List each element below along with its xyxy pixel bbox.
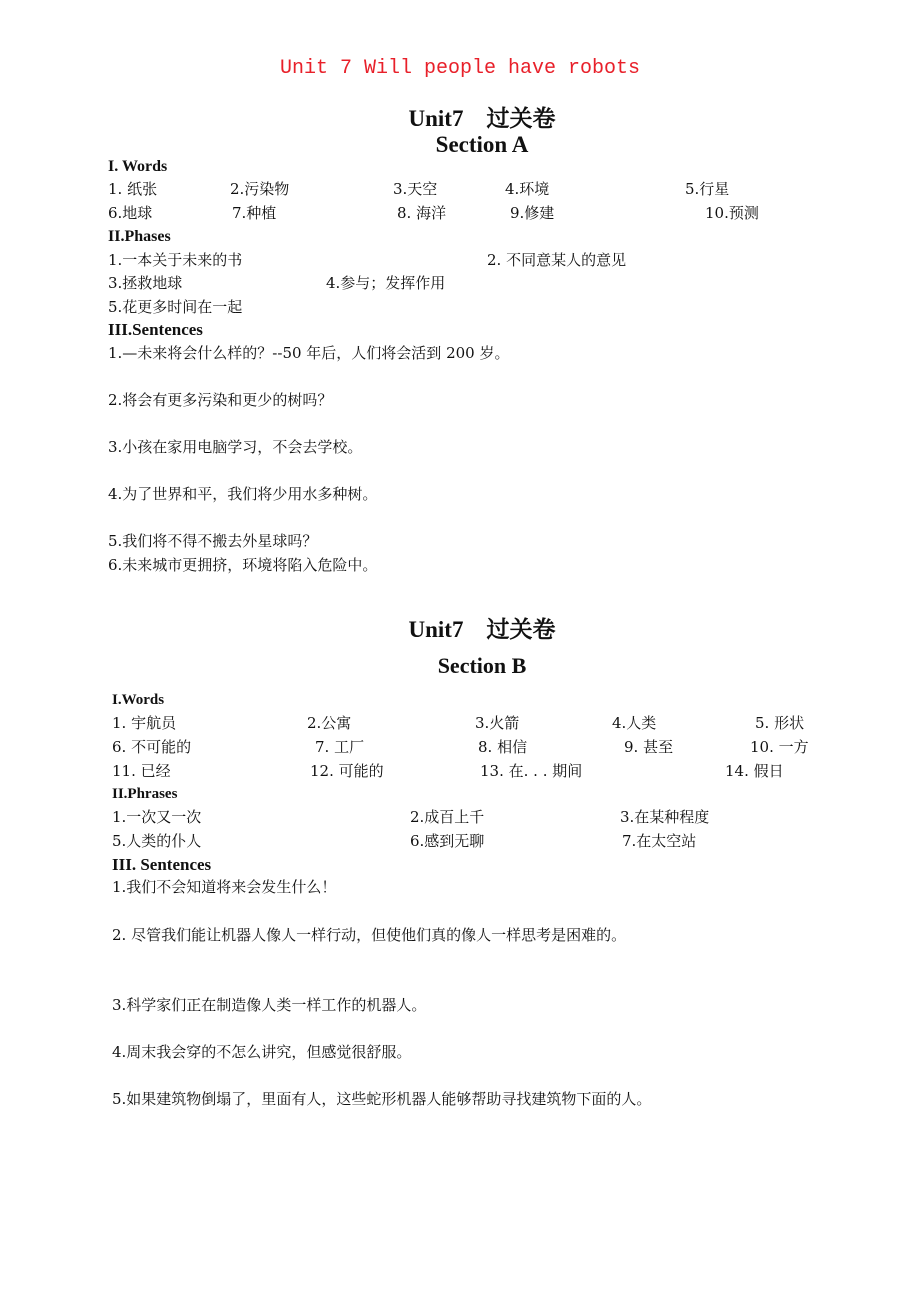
- sentence-item: 2.将会有更多污染和更少的树吗？: [108, 391, 333, 409]
- words-label: I. Words: [108, 158, 168, 175]
- sentences-label: III. Sentences: [112, 855, 212, 874]
- phrase-item: 4.参与；发挥作用: [326, 274, 446, 292]
- phrase-item: 3.在某种程度: [620, 808, 710, 826]
- word-item: 1. 纸张: [108, 180, 158, 198]
- sentence-item: 1.我们不会知道将来会发生什么！: [112, 878, 337, 896]
- word-item: 5. 形状: [755, 714, 805, 732]
- sentence-item: 1.—未来将会什么样的？--50 年后，人们将会活到 200 岁。: [108, 344, 510, 362]
- section-b-heading: Unit7 过关卷: [408, 617, 556, 642]
- word-item: 14. 假日: [725, 762, 784, 780]
- sentence-item: 2. 尽管我们能让机器人像人一样行动，但使他们真的像人一样思考是困难的。: [112, 926, 627, 944]
- phrase-item: 2.成百上千: [410, 808, 485, 826]
- word-item: 9.修建: [510, 204, 555, 222]
- word-item: 4.人类: [612, 714, 657, 732]
- phrases-label: II.Phrases: [112, 786, 178, 802]
- sentence-item: 3.小孩在家用电脑学习，不会去学校。: [108, 438, 363, 456]
- sentence-item: 5.如果建筑物倒塌了，里面有人，这些蛇形机器人能够帮助寻找建筑物下面的人。: [112, 1090, 652, 1108]
- word-item: 9. 甚至: [624, 738, 674, 756]
- sentence-item: 4.周末我会穿的不怎么讲究，但感觉很舒服。: [112, 1043, 412, 1061]
- word-item: 11. 已经: [112, 762, 171, 780]
- section-b-subheading: Section B: [437, 653, 527, 678]
- word-item: 8. 海洋: [397, 204, 447, 222]
- sentence-item: 3.科学家们正在制造像人类一样工作的机器人。: [112, 996, 427, 1014]
- sentence-item: 4.为了世界和平，我们将少用水多种树。: [108, 485, 378, 503]
- word-item: 13. 在. . . 期间: [480, 762, 583, 780]
- phrase-item: 1.一本关于未来的书: [108, 251, 243, 269]
- phrases-label: II.Phases: [108, 228, 171, 245]
- word-item: 3.天空: [393, 180, 438, 198]
- word-item: 2.公寓: [307, 714, 352, 732]
- word-item: 4.环境: [505, 180, 550, 198]
- word-item: 1. 宇航员: [112, 714, 177, 732]
- phrase-item: 2. 不同意某人的意见: [487, 251, 627, 269]
- sentence-item: 5.我们将不得不搬去外星球吗？: [108, 532, 318, 550]
- word-item: 2.污染物: [230, 180, 290, 198]
- word-item: 10.预测: [705, 204, 759, 222]
- word-item: 7.种植: [232, 204, 277, 222]
- word-item: 8. 相信: [478, 738, 528, 756]
- phrase-item: 5.人类的仆人: [112, 832, 202, 850]
- phrase-item: 5.花更多时间在一起: [108, 298, 243, 316]
- words-label: I.Words: [112, 692, 165, 708]
- section-a-subheading: Section A: [435, 132, 529, 157]
- word-item: 5.行星: [685, 180, 730, 198]
- word-item: 12. 可能的: [310, 762, 384, 780]
- sentence-item: 6.未来城市更拥挤，环境将陷入危险中。: [108, 556, 378, 574]
- word-item: 7. 工厂: [315, 738, 365, 756]
- section-a-heading: Unit7 过关卷: [408, 106, 556, 131]
- phrase-item: 6.感到无聊: [410, 832, 485, 850]
- phrase-item: 1.一次又一次: [112, 808, 202, 826]
- phrase-item: 7.在太空站: [622, 832, 697, 850]
- word-item: 10. 一方: [750, 738, 809, 756]
- word-item: 6.地球: [108, 204, 153, 222]
- word-item: 3.火箭: [475, 714, 520, 732]
- sentences-label: III.Sentences: [108, 320, 203, 339]
- phrase-item: 3.拯救地球: [108, 274, 183, 292]
- document-title: Unit 7 Will people have robots: [279, 57, 641, 80]
- word-item: 6. 不可能的: [112, 738, 192, 756]
